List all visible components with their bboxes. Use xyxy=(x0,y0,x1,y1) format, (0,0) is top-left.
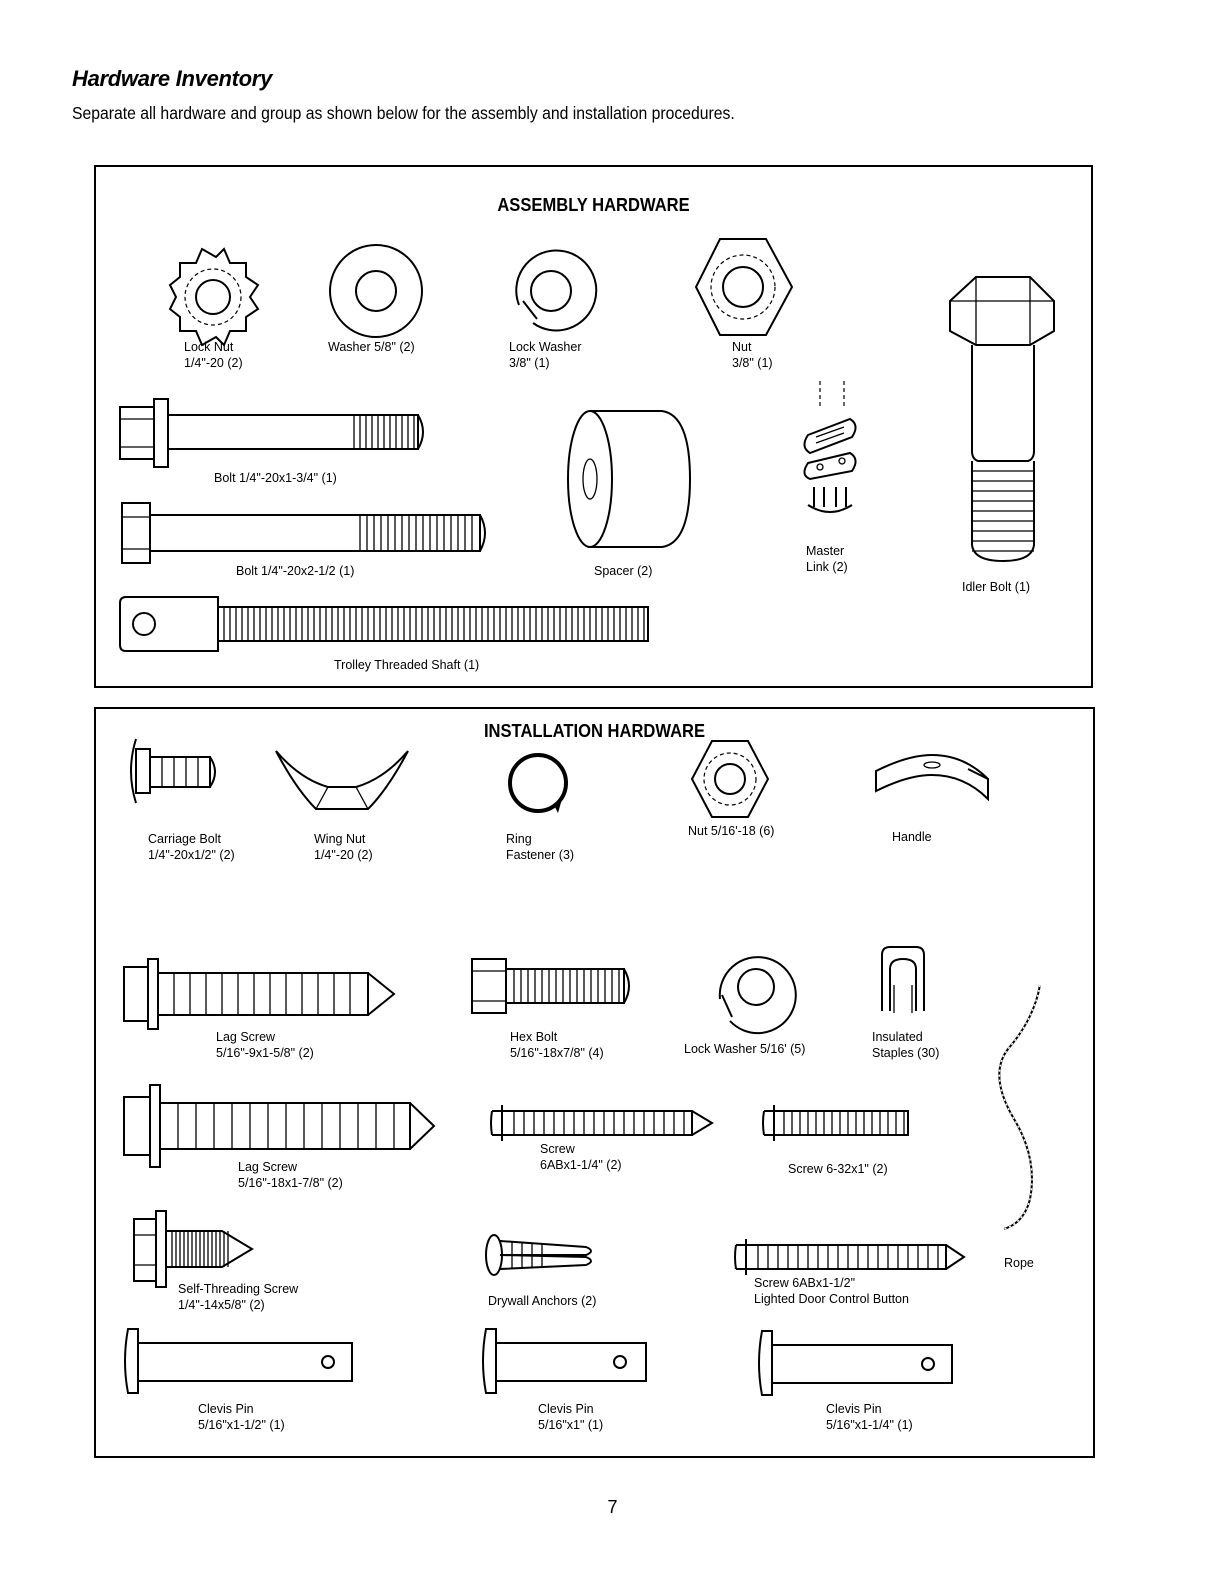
clevis-pin-icon xyxy=(480,1327,660,1397)
item-name: Drywall Anchors (2) xyxy=(488,1294,597,1308)
item-name: Bolt 1/4"-20x1-3/4" (1) xyxy=(214,471,337,485)
item-name: Lock Washer xyxy=(509,340,582,354)
item-name: Screw 6-32x1" (2) xyxy=(788,1162,888,1176)
rope-icon xyxy=(994,979,1064,1239)
threaded-shaft-icon xyxy=(118,595,658,655)
hex-bolt-icon xyxy=(118,397,428,477)
item-detail: 5/16"-18x7/8" (4) xyxy=(510,1046,604,1060)
drywall-anchor-icon xyxy=(482,1233,602,1283)
hex-nut-icon xyxy=(676,737,776,827)
lock-washer-icon xyxy=(501,243,601,343)
item-name: Nut xyxy=(732,340,752,354)
spacer-icon xyxy=(566,407,696,557)
hex-bolt-icon xyxy=(470,957,640,1017)
item-detail: 1/4"-20 (2) xyxy=(184,356,243,370)
item-name: Master xyxy=(806,544,845,558)
wing-nut-icon xyxy=(272,745,412,815)
clevis-pin-icon xyxy=(756,1329,956,1399)
item-name: Carriage Bolt xyxy=(148,832,221,846)
carriage-bolt-icon xyxy=(126,735,226,815)
assembly-hardware-panel xyxy=(94,165,1093,688)
page-number: 7 xyxy=(607,1497,618,1517)
item-name: Lock Washer 5/16' (5) xyxy=(684,1042,806,1056)
item-detail: Fastener (3) xyxy=(506,848,575,862)
item-name: Clevis Pin xyxy=(826,1402,882,1416)
installation-hardware-title: INSTALLATION HARDWARE xyxy=(483,721,706,741)
idler-bolt-icon xyxy=(946,275,1056,565)
item-name: Clevis Pin xyxy=(198,1402,254,1416)
item-detail: Link (2) xyxy=(806,560,848,574)
item-detail: 1/4"-20 (2) xyxy=(314,848,373,862)
machine-screw-icon xyxy=(760,1103,920,1143)
item-detail: Lighted Door Control Button xyxy=(754,1292,909,1306)
intro-text: Separate all hardware and group as shown below for the assembly and installation procedures. xyxy=(72,103,735,123)
item-detail: 6ABx1-1/4" (2) xyxy=(540,1158,622,1172)
item-name: Lag Screw xyxy=(216,1030,276,1044)
item-name: Washer 5/8" (2) xyxy=(328,340,415,354)
washer-icon xyxy=(326,243,426,343)
item-detail: 5/16"-9x1-5/8" (2) xyxy=(216,1046,314,1060)
item-name: Screw xyxy=(540,1142,575,1156)
item-detail: 5/16"x1-1/4" (1) xyxy=(826,1418,913,1432)
ring-fastener-icon xyxy=(498,741,578,831)
item-detail: 5/16"-18x1-7/8" (2) xyxy=(238,1176,343,1190)
item-name: Bolt 1/4"-20x2-1/2 (1) xyxy=(236,564,355,578)
item-detail: 3/8" (1) xyxy=(509,356,550,370)
item-detail: 1/4"-14x5/8" (2) xyxy=(178,1298,265,1312)
handle-icon xyxy=(868,751,998,831)
installation-hardware-panel xyxy=(94,707,1095,1458)
item-name: Ring xyxy=(506,832,532,846)
insulated-staple-icon xyxy=(880,945,930,1015)
item-name: Lag Screw xyxy=(238,1160,298,1174)
item-name: Screw 6ABx1-1/2" xyxy=(754,1276,856,1290)
item-detail: 5/16"x1" (1) xyxy=(538,1418,604,1432)
hex-nut-icon xyxy=(686,235,806,345)
lag-screw-icon xyxy=(122,957,402,1037)
item-name: Trolley Threaded Shaft (1) xyxy=(334,658,480,672)
item-name: Nut 5/16'-18 (6) xyxy=(688,824,775,838)
item-detail: 1/4"-20x1/2" (2) xyxy=(148,848,235,862)
item-detail: 3/8" (1) xyxy=(732,356,773,370)
item-name: Wing Nut xyxy=(314,832,366,846)
page-heading: Hardware Inventory xyxy=(72,66,273,91)
lock-nut-icon xyxy=(166,247,266,347)
item-name: Idler Bolt (1) xyxy=(962,580,1031,594)
lock-washer-icon xyxy=(682,943,782,1033)
item-name: Insulated xyxy=(872,1030,923,1044)
item-name: Rope xyxy=(1004,1256,1034,1270)
item-name: Clevis Pin xyxy=(538,1402,594,1416)
item-name: Handle xyxy=(892,830,932,844)
item-name: Hex Bolt xyxy=(510,1030,558,1044)
item-name: Lock Nut xyxy=(184,340,234,354)
item-detail: 5/16"x1-1/2" (1) xyxy=(198,1418,285,1432)
screw-icon xyxy=(732,1237,972,1277)
master-link-icon xyxy=(796,379,866,519)
assembly-hardware-title: ASSEMBLY HARDWARE xyxy=(497,195,690,215)
self-threading-screw-icon xyxy=(132,1209,272,1289)
item-name: Spacer (2) xyxy=(594,564,653,578)
item-name: Self-Threading Screw xyxy=(178,1282,299,1296)
clevis-pin-icon xyxy=(122,1327,362,1397)
item-detail: Staples (30) xyxy=(872,1046,940,1060)
screw-icon xyxy=(488,1103,718,1143)
